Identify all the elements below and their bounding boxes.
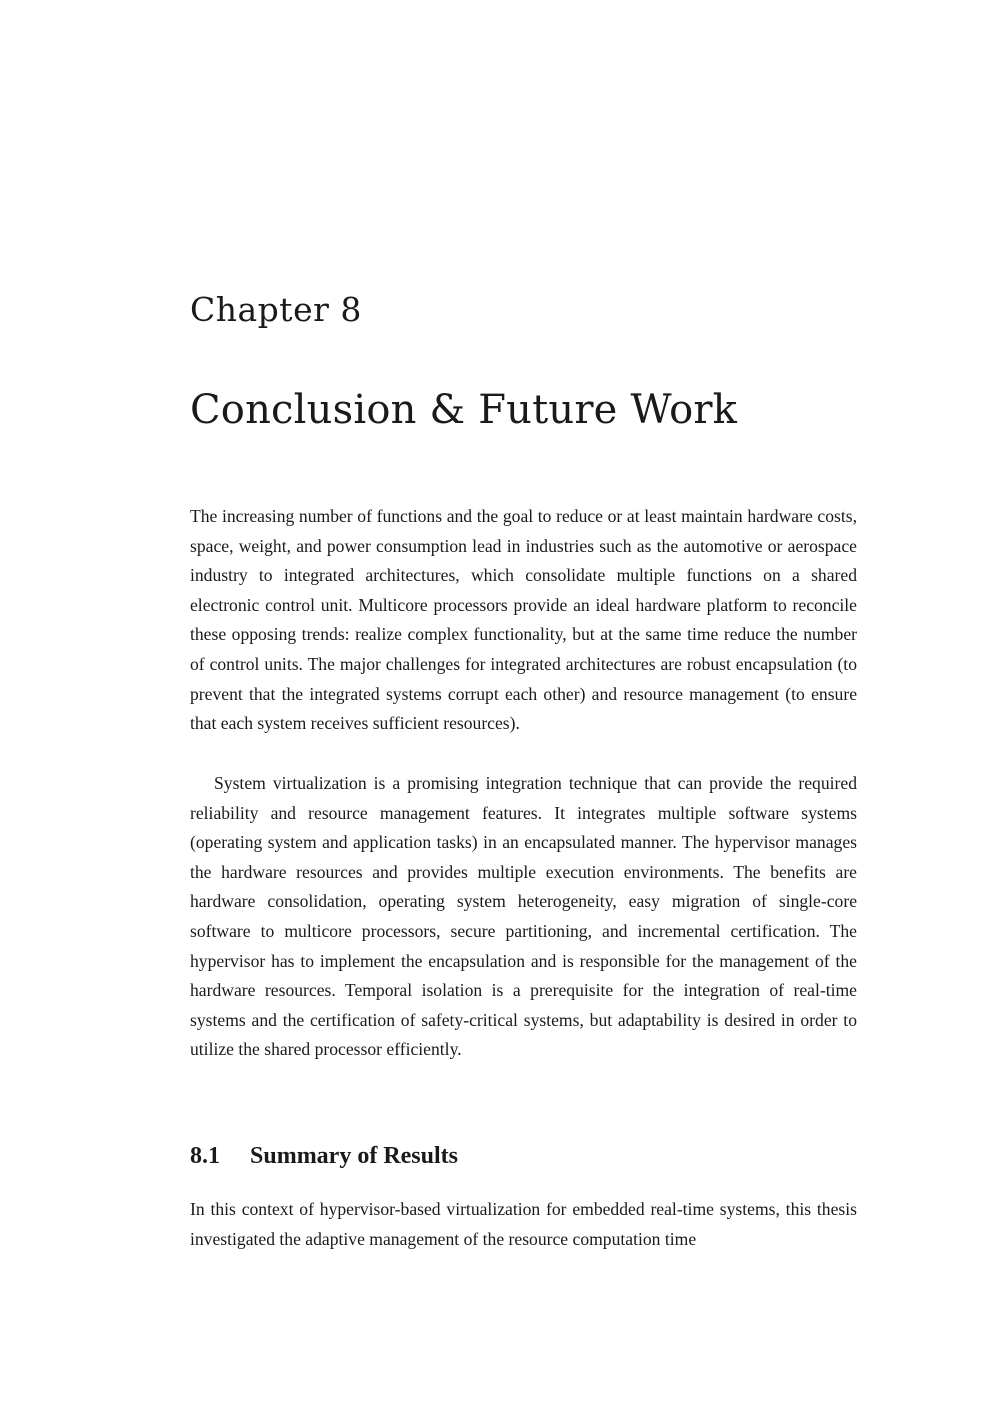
- intro-paragraph-2: System virtualization is a promising integration technique that can provide the required reliability and resource management features. It integrates multiple software systems (operating system and application tasks) in an encapsulated manner. The hypervisor manages the hardware resources and provides multiple execution environments. The benefits are hardware consolidation, operating system heterogeneity, easy migration of single-core software to multicore processors, secure partitioning, and incremental certification. The hypervisor has to implement the encapsulation and is responsible for the management of the hardware resources. Temporal isolation is a prerequisite for the integration of real-time systems and the certification of safety-critical systems, but adaptability is desired in order to utilize the shared processor efficiently.: [190, 773, 857, 1060]
- section-number: 8.1: [190, 1143, 220, 1169]
- section-heading: [190, 1140, 458, 1172]
- intro-paragraph-1-block: [190, 502, 857, 739]
- section-paragraph-1-block: [190, 1195, 857, 1254]
- chapter-label: Chapter 8: [190, 290, 362, 329]
- intro-paragraph-2-block: [190, 769, 857, 1065]
- section-paragraph-1: In this context of hypervisor-based virtualization for embedded real-time systems, this thesis investigated the adaptive management of the resource computation time: [190, 1199, 857, 1249]
- intro-paragraph-1: The increasing number of functions and the goal to reduce or at least maintain hardware costs, space, weight, and power consumption lead in industries such as the automotive or aerospace industry to integrated architectures, which consolidate multiple functions on a shared electronic control unit. Multicore processors provide an ideal hardware platform to reconcile these opposing trends: realize complex functionality, but at the same time reduce the number of control units. The major challenges for integrated architectures are robust encapsulation (to prevent that the integrated systems corrupt each other) and resource management (to ensure that each system receives sufficient resources).: [190, 506, 857, 734]
- section-title: Summary of Results: [250, 1143, 458, 1169]
- chapter-title: Conclusion & Future Work: [190, 387, 738, 433]
